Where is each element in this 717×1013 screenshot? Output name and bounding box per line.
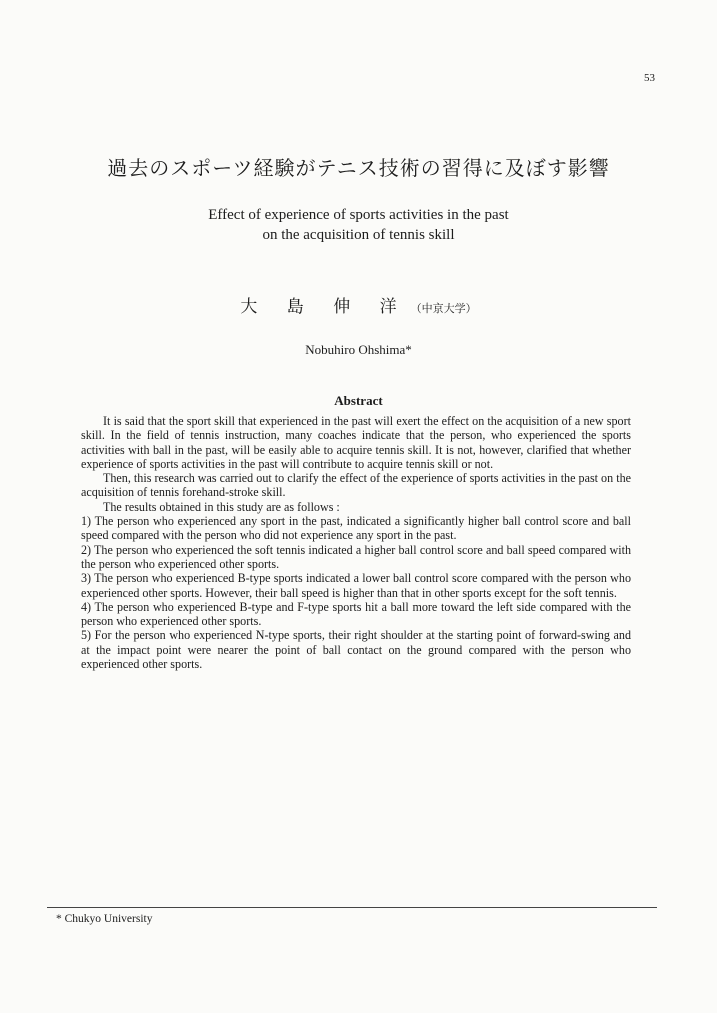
author-english: Nobuhiro Ohshima* — [305, 342, 412, 357]
english-title-line-2: on the acquisition of tennis skill — [262, 227, 455, 243]
author-japanese — [0, 292, 717, 317]
footnote-divider — [47, 907, 657, 908]
english-title — [0, 205, 717, 245]
abstract-heading: Abstract — [334, 393, 383, 408]
result-item: 3) The person who experienced B-type sports indicated a lower ball control score compared with the person who experienced other sports. However, their ball speed is higher than that in other sports except for the soft tennis. — [81, 571, 631, 600]
author-name-jp: 大 島 伸 洋 — [240, 297, 409, 317]
result-item: 4) The person who experienced B-type and F-type sports hit a ball more toward the left side compared with the person who experienced other sports. — [81, 599, 631, 629]
english-title-line-1: Effect of experience of sports activities in the past — [208, 207, 509, 223]
affiliation-jp: （中京大学） — [410, 302, 477, 315]
result-item: 2) The person who experienced the soft tennis indicated a higher ball control score and ball speed compared with the person who experienced other sports. — [81, 542, 631, 571]
abstract-paragraph: It is said that the sport skill that experienced in the past will exert the effect on the acquisition of a new sport skill. In the field of tennis instruction, many coaches indicate that the person, who experienced the sports activities with ball in the past, will be easily able to acquire tennis skill. It is not, however, clarified that whether experience of sports activities in the past will contribute to acquire tennis skill or not. — [81, 414, 631, 471]
abstract-paragraph: Then, this research was carried out to clarify the effect of the experience of sports activities in the past on the acquisition of tennis forehand-stroke skill. — [81, 471, 631, 500]
result-item: 1) The person who experienced any sport in the past, indicated a significantly higher ball control score and ball speed compared with the person who did not experience any sport in the past. — [81, 514, 631, 543]
result-item: 5) For the person who experienced N-type sports, their right shoulder at the starting point of forward-swing and at the impact point were nearer the point of ball contact on the ground compared with the person who experienced other sports. — [81, 628, 631, 672]
page-number: 53 — [644, 72, 655, 84]
footnote: * Chukyo University — [56, 913, 153, 925]
abstract-paragraph: The results obtained in this study are as follows : — [103, 499, 340, 514]
japanese-title: 過去のスポーツ経験がテニス技術の習得に及ぼす影響 — [107, 156, 610, 180]
abstract-body — [81, 414, 631, 671]
